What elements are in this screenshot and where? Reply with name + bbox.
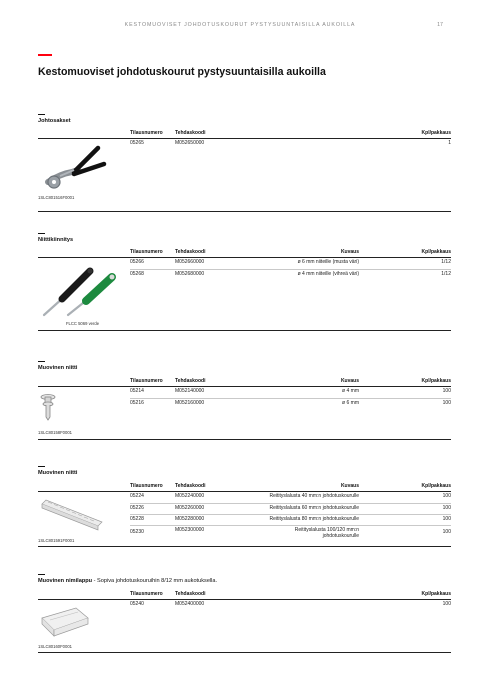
section-muovinen-nimilappu: [38, 574, 451, 654]
image-caption: FLCC 5069 verde: [66, 321, 100, 326]
cell-kpl: 1/12: [441, 259, 451, 265]
section-dash: [38, 574, 45, 575]
cell-kpl: 100: [442, 505, 451, 511]
cell-tilausnumero: 05268: [130, 271, 144, 277]
section-dash: [38, 466, 45, 467]
section-bottom-rule: [38, 330, 451, 331]
rivet-tool-image: [38, 263, 128, 318]
section-niittikiinnitys: [38, 233, 451, 333]
section-title: Muovinen niitti: [38, 470, 78, 476]
col-tehdaskoodi: Tehdaskoodi: [175, 483, 206, 489]
table-row: [130, 139, 451, 149]
cell-tehdaskoodi: M052400000: [175, 601, 205, 607]
cell-tilausnumero: 05216: [130, 400, 144, 406]
table-row: [130, 269, 451, 279]
col-tilausnumero: Tilausnumero: [130, 591, 163, 597]
section-muovinen-niitti-1: [38, 361, 451, 441]
cell-kuvaus: ø 4 mm: [342, 388, 359, 394]
cell-tilausnumero: 05240: [130, 601, 144, 607]
section-muovinen-niitti-2: [38, 466, 451, 550]
table-header: [130, 482, 451, 491]
col-kpl-pakkaus: Kpl/pakkaus: [421, 483, 451, 489]
cell-tilausnumero: 05230: [130, 529, 144, 535]
col-kpl-pakkaus: Kpl/pakkaus: [421, 130, 451, 136]
table-header: [130, 590, 451, 599]
cell-tehdaskoodi: M052650000: [175, 140, 205, 146]
routing-base-image: [38, 496, 110, 536]
table-row: [130, 514, 451, 524]
section-bottom-rule: [38, 439, 451, 440]
table-row: [130, 503, 451, 513]
cell-kuvaus: Reitityslalusta 60 mm:n johdotuskourulle: [269, 505, 359, 511]
image-caption: 1SLC80158F0001: [38, 430, 72, 435]
col-tehdaskoodi: Tehdaskoodi: [175, 249, 206, 255]
col-tilausnumero: Tilausnumero: [130, 130, 163, 136]
cell-kuvaus: ø 6 mm niiteille (musta väri): [297, 259, 359, 265]
name-tag-image: [38, 604, 94, 640]
cell-tehdaskoodi: M052660000: [175, 259, 205, 265]
image-caption: 1SLC801591F0001: [38, 538, 75, 543]
cell-tehdaskoodi: M052680000: [175, 271, 205, 277]
section-title: Muovinen niitti: [38, 365, 78, 371]
cell-tehdaskoodi: M052240000: [175, 493, 205, 499]
cell-kuvaus: Reitityslalusta 100/120 mm:n johdotuskourulle: [294, 527, 359, 539]
col-tilausnumero: Tilausnumero: [130, 483, 163, 489]
running-title: KESTOMUOVISET JOHDOTUSKOURUT PYSTYSUUNTAISILLA AUKOILLA: [124, 22, 356, 28]
col-kuvaus: Kuvaus: [340, 378, 359, 384]
cell-kpl: 100: [442, 516, 451, 522]
cell-kpl: 100: [442, 601, 451, 607]
table-row: [130, 258, 451, 268]
page-title: Kestomuoviset johdotuskourut pystysuuntaisilla aukoilla: [38, 66, 326, 78]
section-dash: [38, 361, 45, 362]
cell-tehdaskoodi: M052140000: [175, 388, 205, 394]
page-number: 17: [437, 22, 443, 28]
col-tehdaskoodi: Tehdaskoodi: [175, 130, 206, 136]
cell-kpl: 100: [442, 529, 451, 535]
cell-kpl: 100: [442, 493, 451, 499]
accent-bar: [38, 54, 52, 56]
section-title: Johtosakset: [38, 118, 71, 124]
section-dash: [38, 233, 45, 234]
cell-tilausnumero: 05266: [130, 259, 144, 265]
cell-tehdaskoodi: M052260000: [175, 505, 205, 511]
table-header: [130, 129, 451, 138]
section-bottom-rule: [38, 546, 451, 547]
col-tehdaskoodi: Tehdaskoodi: [175, 378, 206, 384]
cell-kpl: 100: [442, 400, 451, 406]
section-bottom-rule: [38, 652, 451, 653]
plastic-rivet-image: [38, 389, 62, 427]
col-tehdaskoodi: Tehdaskoodi: [175, 591, 206, 597]
cell-tilausnumero: 05226: [130, 505, 144, 511]
table-header: [130, 248, 451, 257]
table-row: [130, 398, 451, 408]
section-bottom-rule: [38, 211, 451, 212]
table-row: [130, 600, 451, 610]
cell-tilausnumero: 05214: [130, 388, 144, 394]
table-row: [130, 492, 451, 502]
cell-kpl: 1/12: [441, 271, 451, 277]
cell-tilausnumero: 05228: [130, 516, 144, 522]
table-header: [130, 377, 451, 386]
cell-kuvaus: Reitityslalusta 40 mm:n johdotuskourulle: [269, 493, 359, 499]
col-kpl-pakkaus: Kpl/pakkaus: [421, 591, 451, 597]
section-title: [38, 578, 217, 584]
col-kpl-pakkaus: Kpl/pakkaus: [421, 249, 451, 255]
col-kuvaus: Kuvaus: [340, 249, 359, 255]
cell-tehdaskoodi: M052300000: [175, 527, 205, 533]
col-kuvaus: Kuvaus: [340, 483, 359, 489]
table-row: [130, 387, 451, 397]
cell-tilausnumero: 05224: [130, 493, 144, 499]
running-header: [0, 22, 480, 32]
cable-cutter-image: [38, 142, 122, 197]
cell-tehdaskoodi: M052280000: [175, 516, 205, 522]
cell-kuvaus: ø 6 mm: [342, 400, 359, 406]
col-tilausnumero: Tilausnumero: [130, 378, 163, 384]
section-johtosakset: [38, 114, 451, 214]
cell-kuvaus: Reitityslalusta 80 mm:n johdotuskourulle: [269, 516, 359, 522]
section-dash: [38, 114, 45, 115]
section-title: Niittikiinnitys: [38, 237, 74, 243]
cell-kpl: 100: [442, 388, 451, 394]
col-tilausnumero: Tilausnumero: [130, 249, 163, 255]
table-row: [130, 525, 451, 540]
section-title-text: Muovinen nimilappu: [38, 578, 93, 584]
cell-kpl: 1: [448, 140, 451, 146]
cell-kuvaus: ø 4 mm niiteille (vihreä väri): [297, 271, 359, 277]
section-subtitle: - Sopiva johdotuskouruihin 8/12 mm aukotuksella.: [92, 578, 218, 584]
cell-tilausnumero: 05265: [130, 140, 144, 146]
image-caption: 1SLC80160F0001: [38, 644, 72, 649]
image-caption: 1SLC801516F0001: [38, 195, 75, 200]
cell-tehdaskoodi: M052160000: [175, 400, 205, 406]
col-kpl-pakkaus: Kpl/pakkaus: [421, 378, 451, 384]
